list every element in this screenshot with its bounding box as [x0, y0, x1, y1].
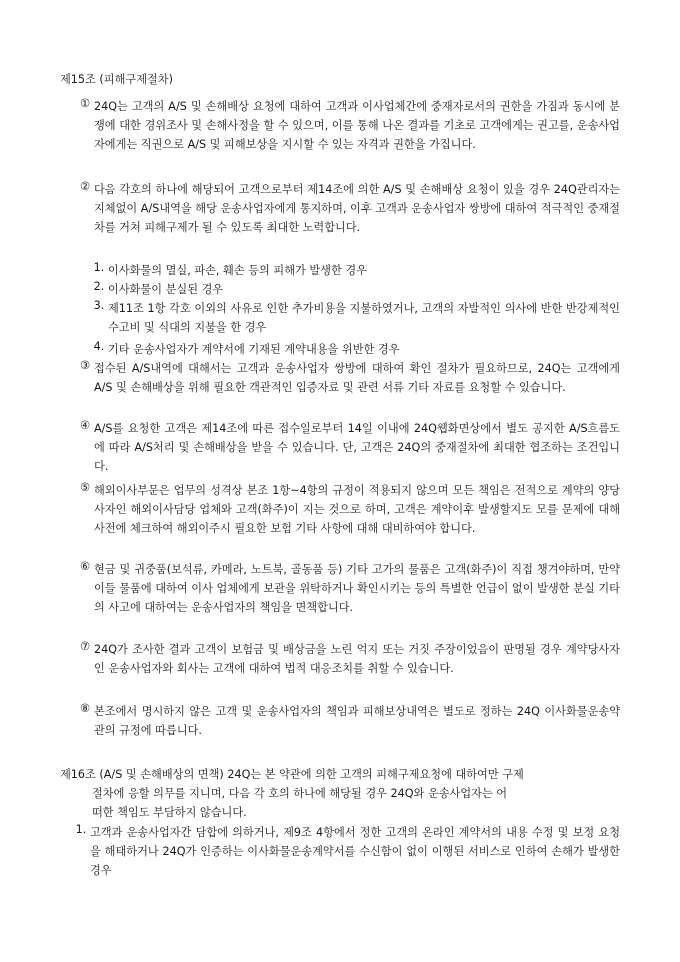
article-16-intro-line: 제16조 (A/S 및 손해배상의 면책) 24Q는 본 약관에 의한 고객의 피해구제요청에 대하여만 구제 — [60, 768, 524, 781]
article-15-paragraph-5 — [76, 481, 620, 538]
article-15-paragraph-6 — [76, 560, 620, 617]
item-number: 1. — [75, 823, 87, 836]
article-15-paragraph-7 — [76, 640, 620, 678]
paragraph-number: ⑦ — [79, 640, 91, 653]
paragraph-text: 다음 각호의 하나에 해당되어 고객으로부터 제14조에 의한 A/S 및 손해배상 요청이 있을 경우 24Q관리자는 지체없이 A/S내역을 해당 운송사업자에게 통지하며, 이후 고객과 운송사업자 쌍방에 대하여 적극적인 중재절차를 거쳐 피해구제가 될 수 있도록 최대한 노력합니다. — [94, 183, 620, 234]
item-text: 기타 운송사업자가 계약서에 기재된 계약내용을 위반한 경우 — [108, 343, 400, 356]
paragraph-number: ⑤ — [79, 481, 91, 494]
item-number: 1. — [93, 261, 105, 274]
paragraph-number: ⑥ — [79, 560, 91, 573]
paragraph-text: A/S를 요청한 고객은 제14조에 따른 접수일로부터 14일 이내에 24Q웹화면상에서 별도 공지한 A/S흐름도에 따라 A/S처리 및 손해배상을 받을 수 있습니다. 단, 고객은 24Q의 중재절차에 최대한 협조하는 조건입니다. — [94, 422, 620, 473]
item-number: 2. — [93, 280, 105, 293]
article-15-item-4 — [90, 340, 620, 359]
paragraph-text: 해외이사부문은 업무의 성격상 본조 1항~4항의 규정이 적용되지 않으며 모든 책임은 전적으로 계약의 양당사자인 해외이사담당 업체와 고객(화주)이 지는 것으로 하며, 고객은 계약이후 발생할지도 모를 문제에 대해 사전에 체크하여 해외이주시 필요한 보험 기타 사항에 대해 대비하여야 합니다. — [94, 484, 620, 535]
article-15-paragraph-1 — [76, 97, 620, 154]
article-16-intro — [60, 765, 620, 822]
paragraph-text: 현금 및 귀중품(보석류, 카메라, 노트북, 골동품 등) 기타 고가의 물품은 고객(화주)이 직접 챙겨야하며, 만약 이들 물품에 대하여 이사 업체에게 보관을 위탁하거나 확인시키는 등의 특별한 언급이 없이 발생한 분실 기타의 사고에 대하여는 운송사업자의 책임을 면책합니다. — [94, 563, 620, 614]
paragraph-text: 본조에서 명시하지 않은 고객 및 운송사업자의 책임과 피해보상내역은 별도로 정하는 24Q 이사화물운송약관의 규정에 따릅니다. — [94, 705, 620, 737]
paragraph-number: ② — [79, 180, 91, 193]
paragraph-text: 접수된 A/S내역에 대해서는 고객과 운송사업자 쌍방에 대하여 확인 절차가 필요하므로, 24Q는 고객에게 A/S 및 손해배상을 위해 필요한 객관적인 입증자료 및 관련 서류 기타 자료를 요청할 수 있습니다. — [94, 362, 620, 394]
article-15-paragraph-3 — [76, 359, 620, 397]
paragraph-number: ① — [79, 97, 91, 110]
article-16-item-1 — [72, 823, 620, 880]
article-15-paragraph-4 — [76, 419, 620, 476]
item-number: 4. — [93, 340, 105, 353]
article-15-item-3 — [90, 299, 620, 337]
paragraph-text: 24Q가 조사한 결과 고객이 보험금 및 배상금을 노린 억지 또는 거짓 주장이었음이 판명될 경우 계약당사자인 운송사업자와 회사는 고객에 대하여 법적 대응조치를 취할 수 있습니다. — [94, 643, 620, 675]
item-text: 이사화물이 분실된 경우 — [108, 283, 224, 296]
article-16-intro-line: 떠한 책임도 부담하지 않습니다. — [92, 806, 247, 819]
paragraph-number: ③ — [79, 359, 91, 372]
item-text: 이사화물의 멸실, 파손, 훼손 등의 피해가 발생한 경우 — [108, 264, 367, 277]
item-text: 제11조 1항 각호 이외의 사유로 인한 추가비용을 지불하였거나, 고객의 자발적인 의사에 반한 반강제적인 수고비 및 식대의 지불을 한 경우 — [108, 302, 620, 334]
item-number: 3. — [93, 299, 105, 312]
paragraph-number: ④ — [79, 419, 91, 432]
item-text: 고객과 운송사업자간 담합에 의하거나, 제9조 4항에서 정한 고객의 온라인 계약서의 내용 수정 및 보정 요청을 해태하거나 24Q가 인증하는 이사화물운송계약서를 수신함이 없이 이행된 서비스로 인하여 손해가 발생한 경우 — [90, 826, 620, 877]
paragraph-text: 24Q는 고객의 A/S 및 손해배상 요청에 대하여 고객과 이사업체간에 중재자로서의 권한을 가짐과 동시에 분쟁에 대한 경위조사 및 손해사정을 할 수 있으며, 이를 통해 나온 결과를 기초로 고객에게는 권고를, 운송사업자에게는 직권으로 A/S 및 피해보상을 지시할 수 있는 자격과 권한을 가집니다. — [94, 100, 620, 151]
article-15-heading: 제15조 (피해구제절차) — [60, 73, 173, 86]
article-15-item-2 — [90, 280, 620, 299]
article-16-intro-line: 절차에 응할 의무를 지니며, 다음 각 호의 하나에 해당될 경우 24Q와 운송사업자는 어 — [92, 787, 508, 800]
article-15-paragraph-2 — [76, 180, 620, 237]
paragraph-number: ⑧ — [79, 702, 91, 715]
article-15-item-1 — [90, 261, 620, 280]
article-15-paragraph-8 — [76, 702, 620, 740]
